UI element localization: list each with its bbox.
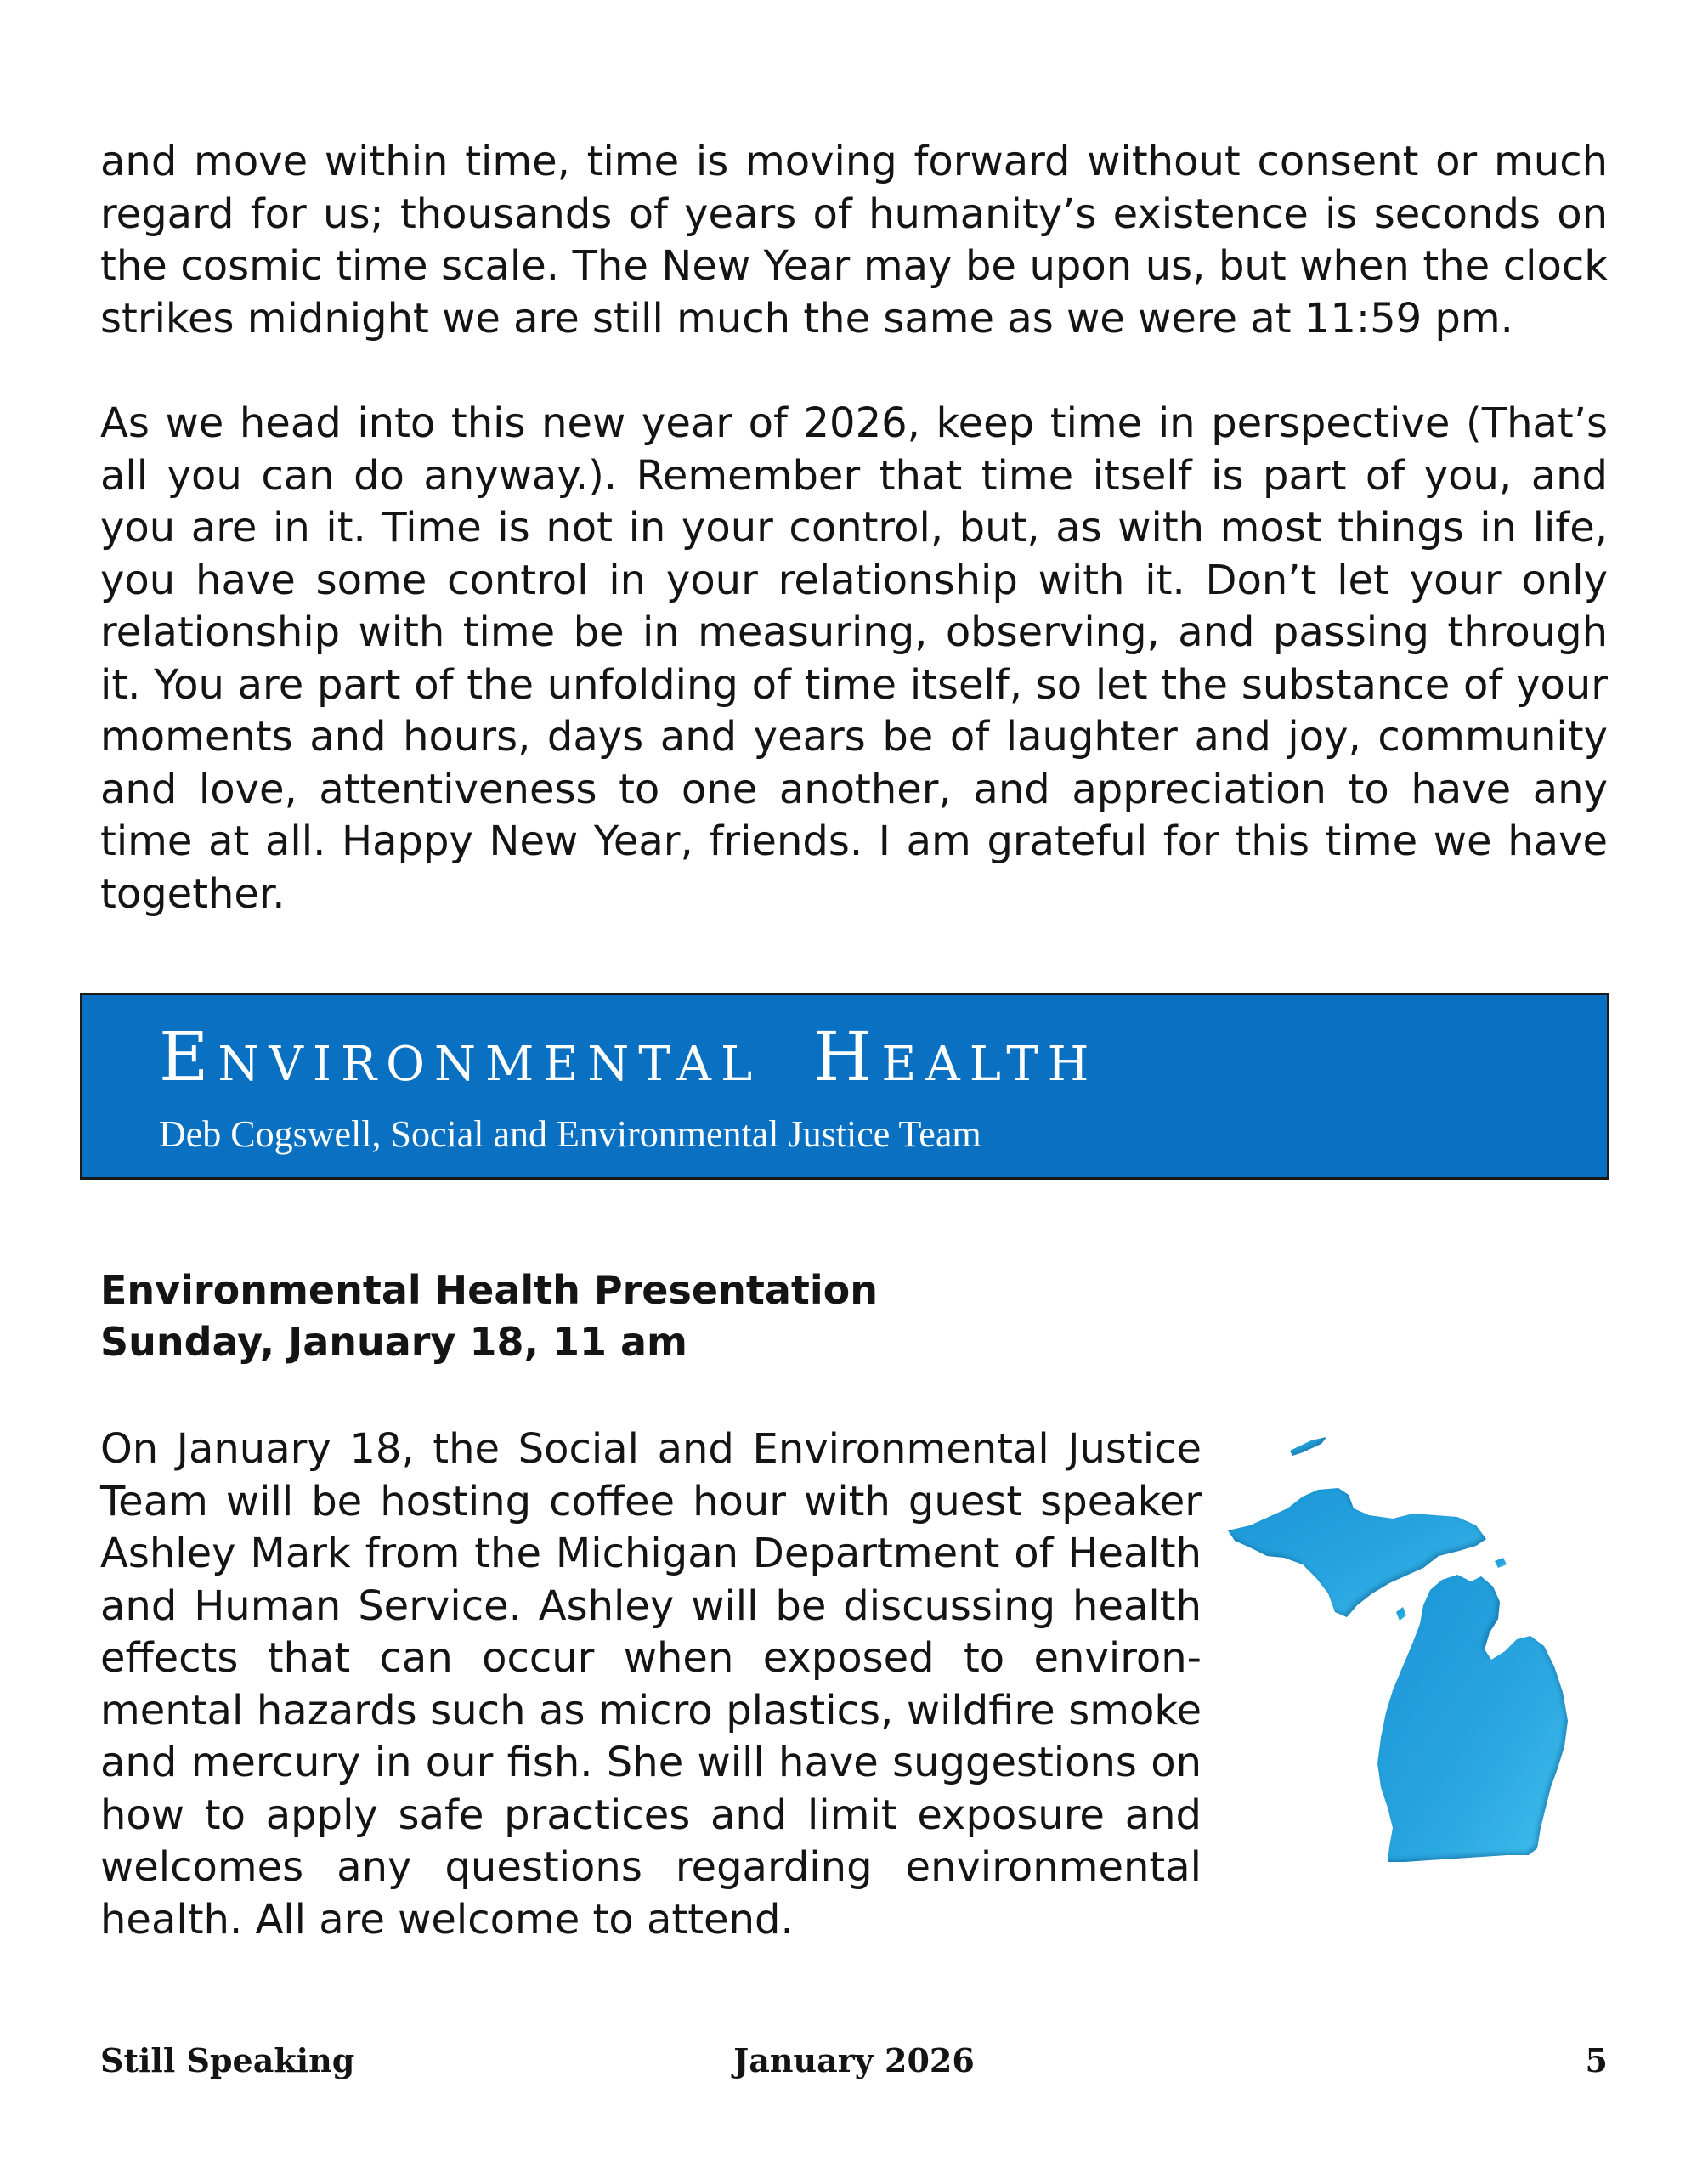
event-date-time: Sunday, January 18, 11 am xyxy=(100,1319,687,1365)
page-footer xyxy=(100,2041,1608,2092)
body-paragraph: As we head into this new year of 2026, keep time in perspective (That’s all you can do anyway.). Remember that time itself is part of you, and you are in it. Time is not in your control, but, as with most things in life, you have some control in your relationship with it. Don’t let your only relationship with time be in measuring, observing, and passing through it. You are part of the unfolding of time itself, so let the substance of your moments and hours, days and years be of laughter and joy, community and love, attentiveness to one another, and appreciation to have any time at all. Happy New Year, friends. I am grateful for this time we have together. xyxy=(100,399,1608,918)
section-byline: Deb Cogswell, Social and Environmental Justice Team xyxy=(159,1113,981,1155)
section-banner xyxy=(80,993,1609,1180)
michigan-map-image xyxy=(1211,1389,1617,1916)
footer-publication: Still Speaking xyxy=(100,2041,355,2079)
footer-issue-date: January 2026 xyxy=(733,2041,975,2079)
michigan-map-icon xyxy=(1211,1389,1617,1916)
footer-page-number: 5 xyxy=(1585,2041,1608,2079)
event-description: On January 18, the Social and Environmental Justice Team will be hosting coffee hour with guest speaker Ashley Mark from the Michigan Department of Health and Human Service. Ashley will be discussing health effects that can occur when exposed to environ-mental hazards such as micro plastics, wildfire smoke and mercury in our fish. She will have suggestions on how to apply safe practices and limit exposure and welcomes any questions regarding environmental health. All are welcome to attend. xyxy=(100,1425,1202,1944)
event-heading xyxy=(100,1265,878,1368)
body-paragraph: and move within time, time is moving forward without consent or much regard for us; thousands of years of humanity’s existence is seconds on the cosmic time scale. The New Year may be upon us, but when the clock strikes midnight we are still much the same as we were at 11:59 pm. xyxy=(100,138,1608,342)
section-title: Environmental Health xyxy=(159,1017,1099,1096)
event-title: Environmental Health Presentation xyxy=(100,1267,878,1313)
